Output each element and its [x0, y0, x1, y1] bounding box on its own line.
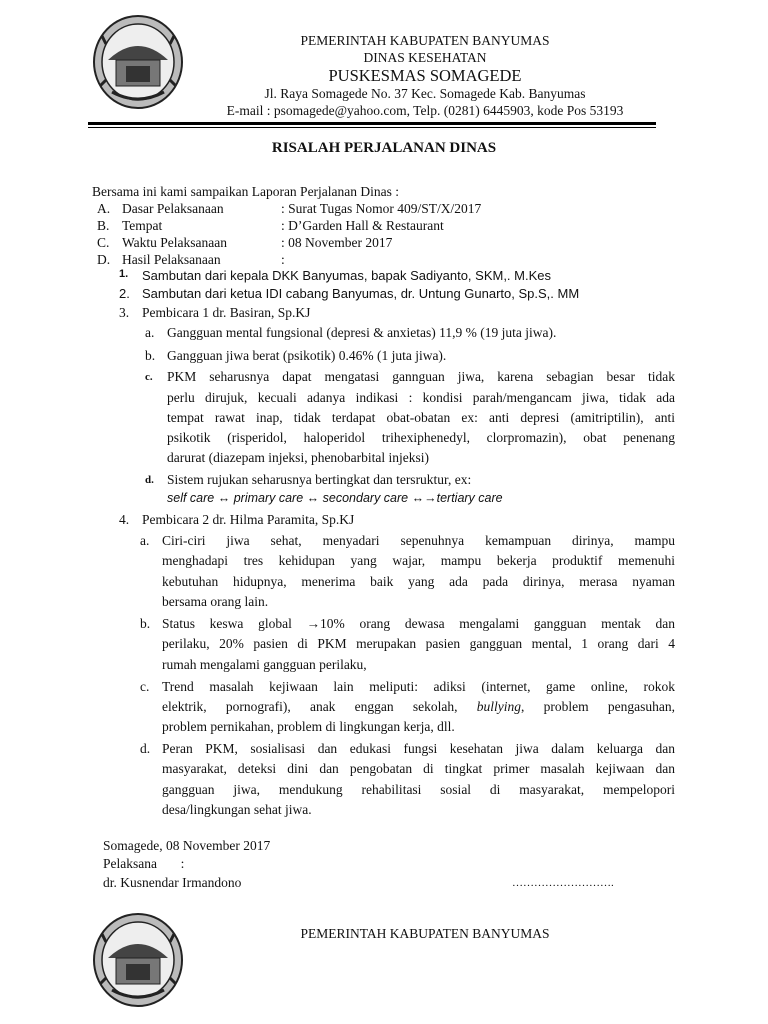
field-value: : 08 November 2017 — [281, 235, 393, 250]
field-letter: B. — [97, 218, 110, 233]
sub-item-text: menghadapi tres kehidupan yang wajar, mampu bekerja produktif memenuhi — [162, 553, 675, 568]
text-segment: , problem pengasuhan, — [521, 699, 675, 714]
sub-item-text: Trend masalah kejiwaan lain meliputi: adiksi (internet, game online, rokok — [162, 679, 675, 694]
sub-item-text: tempat rawat inap, tidak terdapat obat-obatan ex: anti depresi (amitriptilin), anti — [167, 410, 675, 425]
next-page-header: PEMERINTAH KABUPATEN BANYUMAS — [300, 926, 550, 941]
field-label: Waktu Pelaksanaan — [122, 235, 228, 250]
field-label: Dasar Pelaksanaan — [122, 201, 224, 216]
signature-line: ………………………. — [512, 877, 614, 889]
header-department: DINAS KESEHATAN — [363, 50, 487, 65]
header-puskesmas: PUSKESMAS SOMAGEDE — [328, 66, 522, 85]
sub-item-letter: a. — [140, 533, 150, 548]
speaker-heading: Pembicara 1 dr. Basiran, Sp.KJ — [142, 305, 311, 320]
italic-term: bullying — [476, 699, 522, 714]
field-letter: A. — [97, 201, 111, 216]
executor-label: Pelaksana : — [103, 856, 185, 871]
bidirectional-arrow-icon: ↔ — [411, 491, 425, 505]
sub-item-text: bersama orang lain. — [162, 594, 269, 609]
sub-item-text: psikotik (risperidol, haloperidol trihexiphenedyl, clorpromazin), obat penenang — [167, 430, 675, 445]
result-number: 2. — [119, 286, 130, 301]
field-label: Hasil Pelaksanaan — [122, 252, 221, 267]
sub-item-text: masyarakat, deteksi dini dan pengobatan di tingkat primer masalah kejiwaan dan — [162, 761, 675, 776]
sub-item-letter: b. — [145, 348, 156, 363]
sub-item-text: PKM seharusnya dapat mengatasi gannguan jiwa, karena sebagian besar tidak — [167, 369, 675, 384]
flow-step: primary care — [233, 491, 304, 505]
header-address: Jl. Raya Somagede No. 37 Kec. Somagede Kab. Banyumas — [264, 86, 586, 101]
field-letter: D. — [97, 252, 111, 267]
sub-item-text: Ciri-ciri jiwa sehat, menyadari sepenuhnya kemampuan dirinya, mampu — [162, 533, 675, 548]
sub-item-letter: b. — [140, 616, 151, 631]
referral-flow — [167, 490, 503, 506]
sub-item-letter: a. — [145, 325, 155, 340]
sub-item-text: problem pernikahan, problem di lingkungan kerja, dll. — [162, 719, 455, 734]
sub-item-text: darurat (diazepam injeksi, phenobarbital injeksi) — [167, 450, 430, 465]
field-value: : Surat Tugas Nomor 409/ST/X/2017 — [281, 201, 482, 216]
header-rule-thick — [88, 122, 656, 125]
field-value: : D’Garden Hall & Restaurant — [281, 218, 444, 233]
banyumas-seal-logo — [92, 14, 184, 110]
sub-item-text: Peran PKM, sosialisasi dan edukasi fungsi kesehatan jiwa dalam keluarga dan — [162, 741, 675, 756]
header-contact: E-mail : psomagede@yahoo.com, Telp. (0281) 6445903, kode Pos 53193 — [226, 103, 624, 118]
result-number: 1. — [119, 268, 129, 280]
result-item: Sambutan dari kepala DKK Banyumas, bapak Sadiyanto, SKM,. M.Kes — [142, 268, 551, 283]
sub-item-letter: d. — [145, 474, 154, 486]
field-label: Tempat — [122, 218, 163, 233]
intro-text: Bersama ini kami sampaikan Laporan Perjalanan Dinas : — [92, 184, 400, 199]
speaker-heading: Pembicara 2 dr. Hilma Paramita, Sp.KJ — [142, 512, 355, 527]
field-letter: C. — [97, 235, 110, 250]
sub-item-text: desa/lingkungan sehat jiwa. — [162, 802, 312, 817]
flow-step: self care — [167, 491, 215, 505]
bidirectional-arrow-icon: ↔ — [306, 491, 320, 505]
sub-item-letter: c. — [145, 371, 153, 383]
sub-item-text: rumah mengalami gangguan perilaku, — [162, 657, 367, 672]
sub-item-text: Gangguan mental fungsional (depresi & anxietas) 11,9 % (19 juta jiwa). — [167, 325, 557, 340]
flow-step: secondary care — [322, 491, 409, 505]
field-value: : — [281, 252, 285, 267]
result-item: Sambutan dari ketua IDI cabang Banyumas, dr. Untung Gunarto, Sp.S,. MM — [142, 286, 580, 301]
sub-item-letter: c. — [140, 679, 150, 694]
document-title: RISALAH PERJALANAN DINAS — [271, 140, 497, 156]
sub-item-text: perlu dirujuk, kecuali adanya indikasi : kondisi parah/mengancam jiwa, tidak ada — [167, 390, 675, 405]
sub-item-text — [162, 699, 675, 715]
executor-name: dr. Kusnendar Irmandono — [103, 875, 242, 890]
sub-item-text: Status keswa global →10% orang dewasa mengalami gangguan mentak dan — [162, 616, 675, 631]
sub-item-text: Gangguan jiwa berat (psikotik) 0.46% (1 juta jiwa). — [167, 348, 447, 363]
sub-item-letter: d. — [140, 741, 151, 756]
sub-item-text: perilaku, 20% pasien di PKM merupakan pasien gangguan mental, 1 orang dari 4 — [162, 636, 675, 651]
flow-step: tertiary care — [436, 491, 503, 505]
banyumas-seal-logo — [92, 912, 184, 1008]
arrow-icon: → — [424, 491, 437, 505]
result-number: 3. — [119, 305, 130, 320]
sub-item-text: gangguan jiwa, mendukung rehabilitasi sosial di masyarakat, mempelopori — [162, 782, 675, 797]
sub-item-text: Sistem rujukan seharusnya bertingkat dan tersruktur, ex: — [167, 472, 472, 487]
place-date: Somagede, 08 November 2017 — [103, 838, 271, 853]
text-segment: elektrik, pornografi), anak enggan sekolah, — [162, 699, 458, 714]
result-number: 4. — [119, 512, 130, 527]
bidirectional-arrow-icon: ↔ — [217, 491, 231, 505]
header-government: PEMERINTAH KABUPATEN BANYUMAS — [300, 33, 550, 48]
sub-item-text: kebutuhan hidupnya, menerima baik yang ada pada dirinya, merasa nyaman — [162, 574, 675, 589]
header-rule-thin — [88, 127, 656, 128]
